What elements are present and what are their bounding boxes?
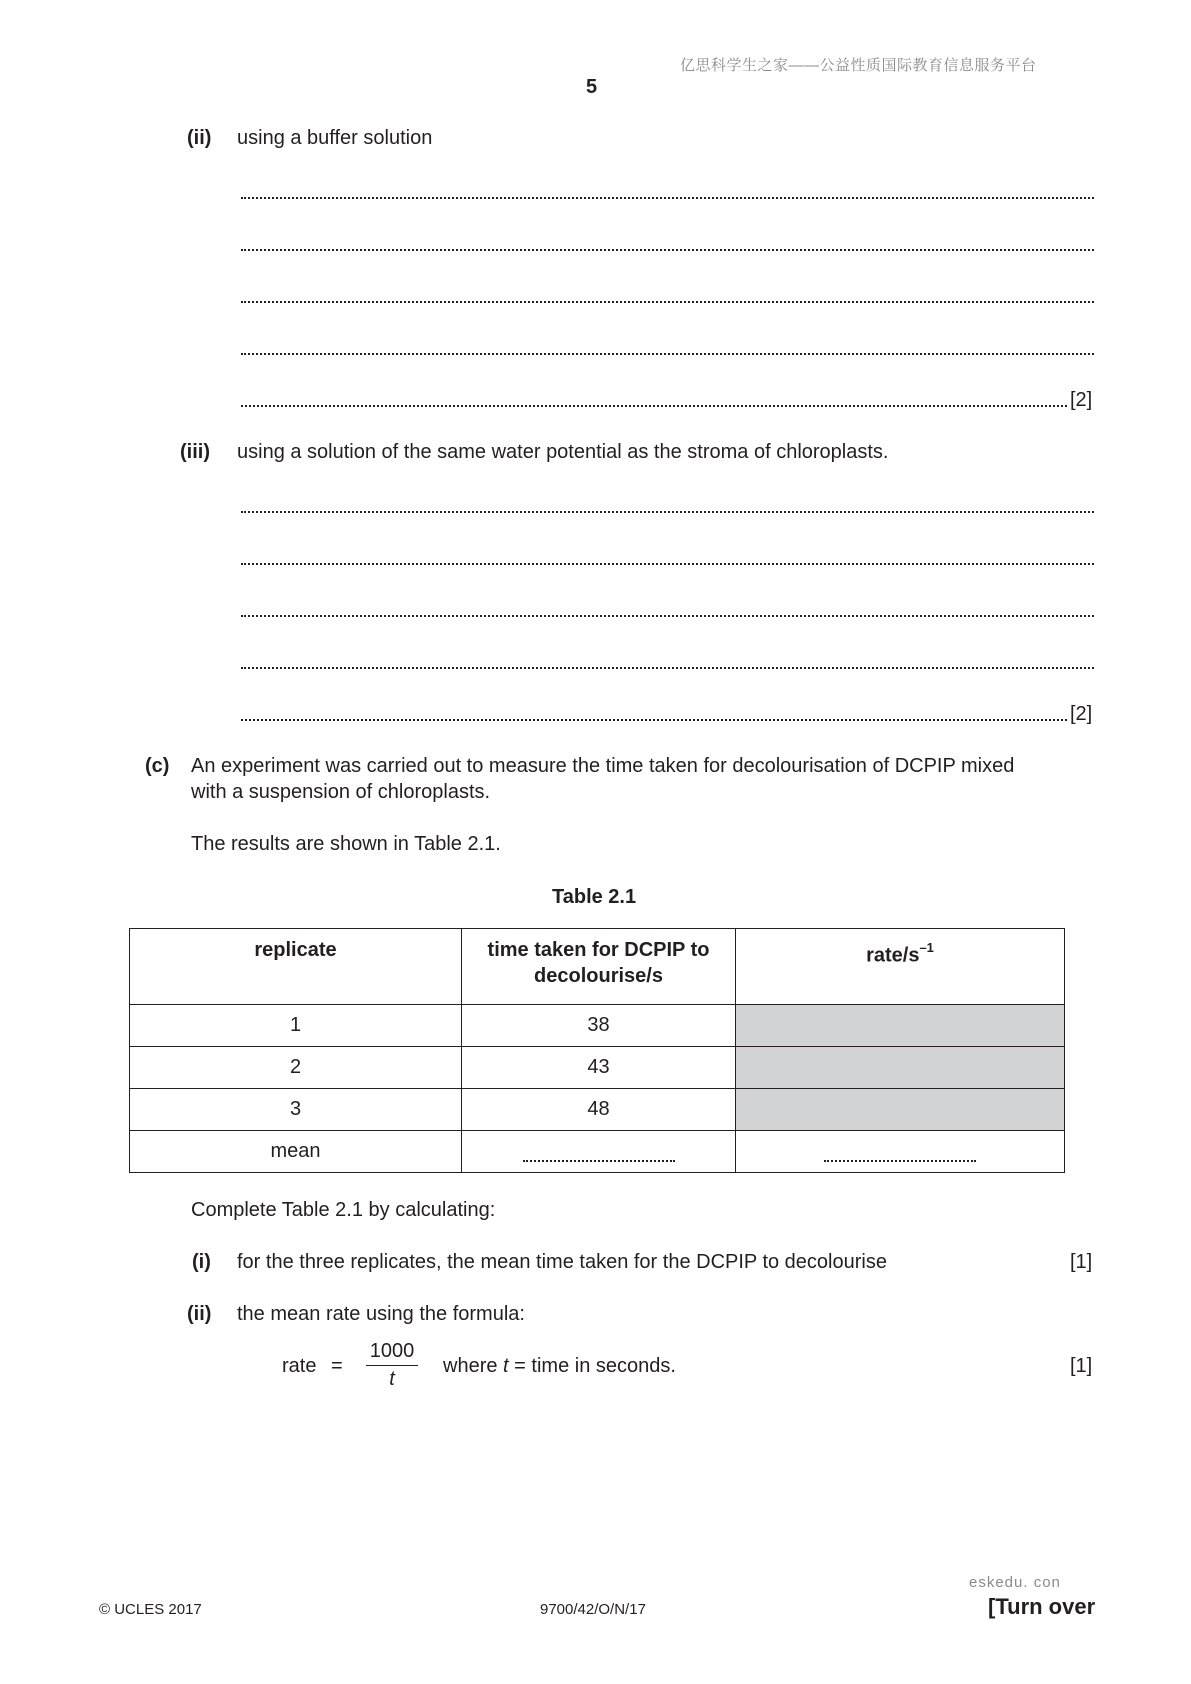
shaded-cell xyxy=(736,1005,1065,1047)
formula-where-var: t xyxy=(503,1355,509,1377)
replicate-cell: 2 xyxy=(130,1047,462,1089)
mark-allocation: [1] xyxy=(1070,1355,1093,1377)
header-watermark: 亿思科学生之家——公益性质国际教育信息服务平台 xyxy=(680,57,1037,74)
answer-line[interactable] xyxy=(241,349,1094,355)
table-row xyxy=(130,1005,1065,1047)
answer-line[interactable] xyxy=(241,401,1067,407)
answer-line[interactable] xyxy=(241,559,1094,565)
header-rate xyxy=(736,929,1065,1005)
answer-dots[interactable] xyxy=(523,1156,675,1162)
instruction-ii-text: the mean rate using the formula: xyxy=(237,1303,525,1325)
header-time-line2: decolourise/s xyxy=(534,965,663,987)
mean-rate-answer-cell[interactable] xyxy=(736,1131,1065,1173)
time-cell: 38 xyxy=(462,1005,736,1047)
replicate-cell: 1 xyxy=(130,1005,462,1047)
header-time xyxy=(462,929,736,1005)
answer-line[interactable] xyxy=(241,297,1094,303)
turn-over: [Turn over xyxy=(988,1594,1096,1619)
question-c-label: (c) xyxy=(145,755,170,777)
page-number: 5 xyxy=(586,76,598,98)
header-rate-superscript: –1 xyxy=(919,940,934,955)
mark-allocation: [1] xyxy=(1070,1251,1093,1273)
question-b-ii-text: using a buffer solution xyxy=(237,127,433,149)
shaded-cell xyxy=(736,1089,1065,1131)
instruction-ii-label: (ii) xyxy=(187,1303,212,1325)
table-row xyxy=(130,1089,1065,1131)
header-replicate: replicate xyxy=(130,929,462,1005)
answer-line[interactable] xyxy=(241,715,1067,721)
replicate-cell: 3 xyxy=(130,1089,462,1131)
answer-line[interactable] xyxy=(241,663,1094,669)
time-cell: 43 xyxy=(462,1047,736,1089)
header-rate-text: rate/s xyxy=(866,944,920,967)
formula-numerator: 1000 xyxy=(366,1340,418,1366)
footer-code: 9700/42/O/N/17 xyxy=(540,1601,646,1618)
answer-dots[interactable] xyxy=(824,1156,976,1162)
table-row xyxy=(130,1047,1065,1089)
instruction-i-text: for the three replicates, the mean time taken for the DCPIP to decolourise xyxy=(237,1251,887,1273)
header-time-line1: time taken for DCPIP to xyxy=(487,939,710,961)
formula-where-prefix: where xyxy=(443,1355,498,1377)
question-c-text-line1: An experiment was carried out to measure the time taken for decolourisation of DCPIP mixed xyxy=(191,755,1015,777)
answer-line[interactable] xyxy=(241,611,1094,617)
formula-equals: = xyxy=(331,1355,343,1377)
instructions-intro: Complete Table 2.1 by calculating: xyxy=(191,1199,496,1221)
formula-denominator: t xyxy=(389,1368,395,1390)
question-c-text-line2: with a suspension of chloroplasts. xyxy=(191,781,491,803)
answer-line[interactable] xyxy=(241,507,1094,513)
mean-label-cell: mean xyxy=(130,1131,462,1173)
question-b-iii-text: using a solution of the same water potential as the stroma of chloroplasts. xyxy=(237,441,889,463)
formula-where xyxy=(443,1355,676,1378)
results-table xyxy=(129,928,1065,1173)
table-header-row xyxy=(130,929,1065,1005)
formula-fraction xyxy=(366,1340,418,1391)
instruction-i-label: (i) xyxy=(192,1251,211,1273)
answer-line[interactable] xyxy=(241,245,1094,251)
formula-lhs: rate xyxy=(282,1355,317,1377)
footer-copyright: © UCLES 2017 xyxy=(99,1601,202,1618)
question-b-ii-label: (ii) xyxy=(187,127,212,149)
mark-allocation: [2] xyxy=(1070,389,1093,411)
table-row-mean xyxy=(130,1131,1065,1173)
mean-time-answer-cell[interactable] xyxy=(462,1131,736,1173)
shaded-cell xyxy=(736,1047,1065,1089)
question-b-iii-label: (iii) xyxy=(180,441,210,463)
answer-line[interactable] xyxy=(241,193,1094,199)
time-cell: 48 xyxy=(462,1089,736,1131)
table-title: Table 2.1 xyxy=(552,886,637,908)
mark-allocation: [2] xyxy=(1070,703,1093,725)
results-text: The results are shown in Table 2.1. xyxy=(191,833,501,855)
formula-where-suffix: = time in seconds. xyxy=(514,1355,676,1377)
footer-watermark: eskedu. con xyxy=(969,1574,1061,1591)
